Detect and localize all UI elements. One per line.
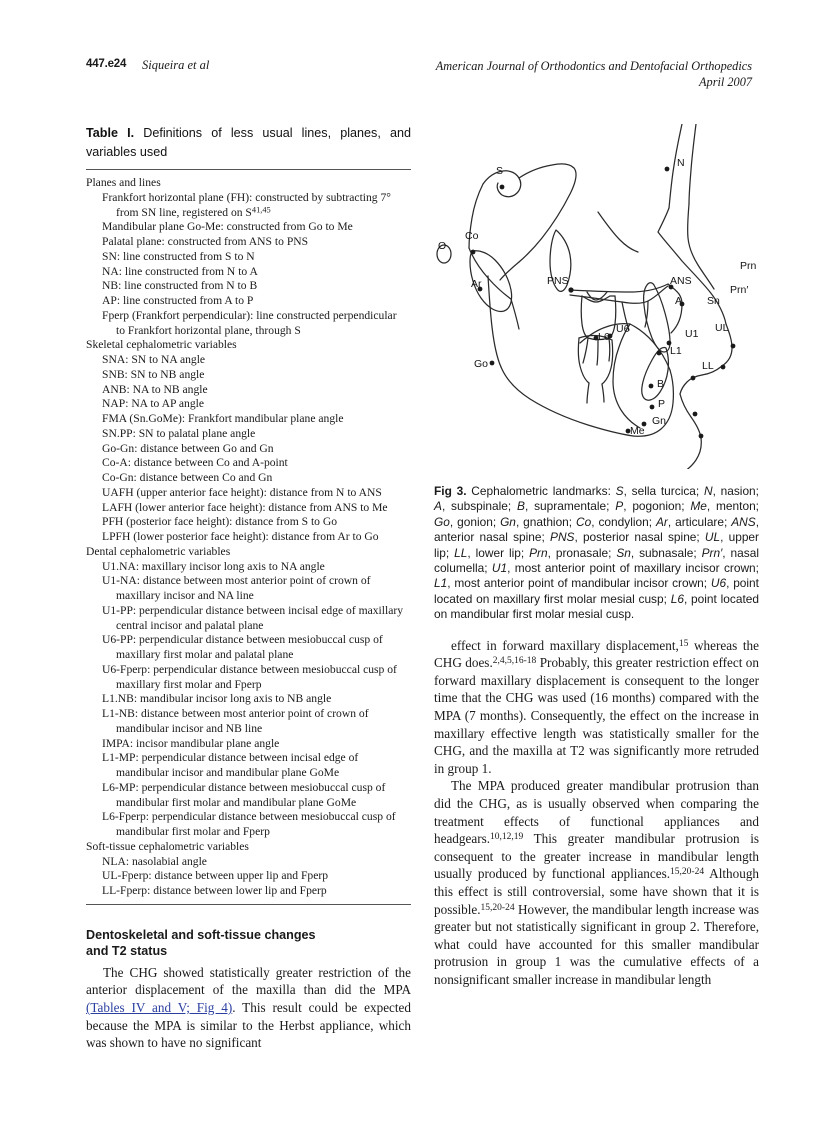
landmark-name: , nasion; (712, 484, 759, 498)
landmark-name: , pronasale; (547, 545, 617, 560)
diagram-label-Prn2: Prn′ (730, 284, 749, 296)
table-definition-continuation: mandibular incisor and mandibular plane GoMe (116, 766, 340, 779)
table-definition-row: L6-Fperp: perpendicular distance between mesiobuccal cusp of mandibular first molar and Fperp (102, 810, 411, 840)
landmark-abbr: ANS (731, 514, 756, 529)
table-definition-row: U1.NA: maxillary incisor long axis to NA angle (102, 559, 325, 573)
table-definition-row: Mandibular plane Go-Me: constructed from Go to Me (102, 220, 353, 234)
landmark-abbr: N (703, 484, 713, 498)
table-caption (86, 124, 411, 162)
table-definition-continuation: central incisor and palatal plane (116, 618, 264, 632)
table-group-items (86, 855, 411, 899)
diagram-label-B: B (657, 378, 665, 390)
table-group-heading: Planes and lines (86, 176, 161, 189)
section-heading-line2: and T2 status (86, 944, 168, 959)
page-folio: 447.e24 (86, 58, 127, 70)
table-definition-row: NB: line constructed from N to B (102, 279, 258, 293)
landmark-abbr: L1 (434, 576, 448, 591)
running-head-journal (436, 58, 752, 90)
table-definition-continuation: mandibular first molar and Fperp (116, 825, 270, 838)
landmark-abbr: U6 (710, 576, 727, 591)
rp1-c: Probably, this greater restriction effect on forward maxillary displacement is consequent to the longer time that the CHG was used (16 months) compared with the MPA (7 months). Consequently, the effect on the increase in maxillary effective length was statistically smaller for the CHG, and the maxilla at T2 was significantly more retruded in group 1. (434, 655, 759, 776)
landmark-name: , subnasale; (630, 545, 702, 560)
table-definition-row: AP: line constructed from A to P (102, 294, 254, 307)
table-definition-continuation: maxillary first molar and Fperp (116, 677, 262, 691)
table-definition-row: U6-PP: perpendicular distance between mesiobuccal cusp of maxillary first molar and palatal plane (102, 633, 411, 663)
landmark-abbr: Me (690, 499, 707, 514)
landmark-name: , posterior nasal spine; (574, 530, 705, 545)
right-paragraph-2 (434, 777, 759, 988)
table-group-items (86, 191, 411, 339)
landmark-abbr: Go (434, 514, 450, 529)
table-definition-continuation: to Frankfort horizontal plane, through S (116, 323, 301, 337)
reference-superscript: 15,20-24 (670, 867, 705, 878)
landmark-name: , anterior nasal spine; (434, 514, 760, 545)
landmark-point-Co (471, 250, 476, 255)
table-definition-row: L1-MP: perpendicular distance between incisal edge of mandibular incisor and mandibular plane GoMe (102, 751, 411, 781)
landmark-point-UL (693, 412, 698, 417)
reference-superscript: 15,20-24 (480, 902, 515, 913)
landmark-name: , condylion; (591, 514, 656, 529)
landmark-abbr: L6 (670, 591, 684, 606)
table-definition-row: U1-NA: distance between most anterior point of crown of maxillary incisor and NA line (102, 574, 411, 604)
diagram-label-Prn: Prn (740, 260, 757, 272)
journal-title: American Journal of Orthodontics and Dentofacial Orthopedics (435, 59, 752, 73)
table-definition-row: FMA (Sn.GoMe): Frankfort mandibular plane angle (102, 412, 344, 425)
landmark-abbr: Gn (500, 514, 516, 529)
diagram-label-N: N (677, 157, 685, 169)
landmark-name: , gnathion; (515, 514, 577, 529)
diagram-label-O: O (438, 240, 447, 252)
table-definition-row: NAP: NA to AP angle (102, 397, 204, 411)
table-definition-row: PFH (posterior face height): distance from S to Go (102, 515, 338, 529)
landmark-point-B (649, 384, 654, 389)
paragraph-post-text: . This result could be expected because the MPA is similar to the Herbst appliance, which was shown to have no significant (86, 999, 412, 1051)
table-definition-row: SN.PP: SN to palatal plane angle (102, 426, 256, 440)
landmark-abbr: PNS (550, 530, 575, 545)
landmark-name: , point located on mandibular first molar mesial cusp. (434, 591, 759, 622)
table-definition-row: LPFH (lower posterior face height): distance from Ar to Go (102, 530, 379, 543)
diagram-label-UL: UL (715, 322, 729, 334)
landmark-name: , most anterior point of mandibular incisor crown; (447, 576, 711, 591)
diagram-label-Co: Co (465, 230, 479, 242)
figure-3 (434, 124, 759, 474)
diagram-label-Sn: Sn (707, 295, 720, 307)
table-group-heading: Skeletal cephalometric variables (86, 338, 237, 352)
left-column (86, 124, 411, 1052)
rp1-a: effect in forward maxillary displacement, (451, 637, 679, 653)
landmark-point-LL (699, 434, 704, 439)
figure-caption (434, 484, 759, 623)
table-definition-continuation: mandibular incisor and NB line (116, 721, 263, 735)
landmark-point-Go (490, 361, 495, 366)
figure-label: Fig 3. (434, 484, 467, 498)
landmark-abbr: Co (576, 514, 592, 529)
running-head-authors: Siqueira et al (142, 58, 210, 72)
landmark-abbr: LL (454, 545, 468, 560)
landmark-abbr: Ar (655, 514, 668, 529)
rp2-b: This greater mandibular protrusion is consequent to the greater increase in mandibular length usually produced by functional appliances. (434, 831, 759, 882)
figure-landmark-list (434, 484, 759, 621)
table-definition-row: SNA: SN to NA angle (102, 353, 206, 366)
diagram-label-Gn: Gn (652, 415, 667, 427)
table-definition-row: U6-Fperp: perpendicular distance between mesiobuccal cusp of maxillary first molar and Fperp (102, 663, 411, 693)
landmark-point-Sn (691, 376, 696, 381)
table-top-rule (86, 169, 411, 170)
landmark-point-Prn-prime (721, 365, 726, 370)
table-definition-row: SN: line constructed from S to N (102, 249, 255, 263)
right-column (434, 124, 759, 989)
landmark-abbr: Sn (616, 545, 631, 560)
landmark-point-S (500, 185, 505, 190)
table-definition-row: Go-Gn: distance between Go and Gn (102, 441, 274, 455)
landmark-abbr: A (434, 499, 442, 514)
cephalometric-tracing-diagram (430, 124, 760, 469)
table-definition-row: Co-A: distance between Co and A-point (102, 456, 288, 470)
diagram-label-S: S (496, 165, 504, 177)
landmark-name: , supramentale; (524, 499, 616, 514)
diagram-label-Me: Me (630, 425, 645, 437)
table-caption-text: Definitions of less usual lines, planes, and variables used (86, 126, 411, 159)
cross-reference-link[interactable]: (Tables IV and V; Fig 4) (86, 999, 233, 1015)
diagram-label-P: P (658, 398, 666, 410)
reference-superscript: 2,4,5,16-18 (492, 656, 537, 667)
diagram-label-L6: L6 (598, 331, 610, 343)
table-body (86, 176, 411, 899)
landmark-abbr: Prn (529, 545, 548, 560)
rp1-b: whereas the CHG does. (434, 637, 759, 671)
landmark-point-L1 (657, 351, 662, 356)
landmark-name: , sella turcica; (623, 484, 704, 498)
paragraph-pre-text: The CHG showed statistically greater restriction of the anterior displacement of the maxilla than did the MPA (86, 964, 411, 998)
table-label: Table I. (86, 126, 135, 140)
diagram-label-Ar: Ar (471, 278, 482, 290)
diagram-label-LL: LL (702, 360, 714, 372)
landmark-name: , lower lip; (467, 545, 530, 560)
landmark-point-N (665, 167, 670, 172)
table-definition-row: IMPA: incisor mandibular plane angle (102, 736, 280, 750)
running-head (86, 58, 752, 102)
table-definition-row: SNB: SN to NB angle (102, 367, 205, 381)
rp2-d: However, the mandibular length increase was greater but not statistically significant in group 2. Therefore, what could have accounted for this smaller mandibular protrusion in group 1 was the cumulative effects of a nonsignificant smaller increase in mandibular length (434, 901, 759, 987)
table-definition-continuation: mandibular first molar and mandibular plane GoMe (116, 795, 357, 809)
diagram-label-PNS: PNS (547, 275, 569, 287)
right-paragraph-1 (434, 637, 759, 778)
table-definition-row: UL-Fperp: distance between upper lip and Fperp (102, 869, 329, 883)
table-definition-row: NLA: nasolabial angle (102, 854, 207, 868)
landmark-name: , subspinale; (441, 499, 518, 514)
landmark-name: , gonion; (449, 514, 501, 529)
landmark-name: , nasal columella; (434, 545, 759, 576)
landmark-point-P (650, 405, 655, 410)
diagram-label-U6: U6 (616, 323, 630, 335)
landmark-abbr: UL (704, 530, 721, 545)
diagram-label-layer (438, 157, 757, 437)
reference-superscript: 15 (678, 638, 689, 649)
table-definition-row: Fperp (Frankfort perpendicular): line constructed perpendicular to Frankfort horizontal plane, through S (102, 309, 411, 339)
table-definition-row: U1-PP: perpendicular distance between incisal edge of maxillary central incisor and palatal plane (102, 604, 411, 634)
figure-caption-lead: Cephalometric landmarks: (466, 484, 616, 498)
table-definition-continuation: from SN line, registered on S$^{41,45}$ (116, 205, 271, 219)
landmark-abbr: U1 (491, 561, 508, 576)
table-definition-row: L1-NB: distance between most anterior point of crown of mandibular incisor and NB line (102, 707, 411, 737)
landmark-name: , point located on maxillary first molar mesial cusp; (434, 576, 759, 606)
table-definition-row: L1.NB: mandibular incisor long axis to NB angle (102, 692, 332, 706)
landmark-name: , most anterior point of maxillary incisor crown; (507, 561, 759, 576)
reference-superscript: 10,12,19 (490, 832, 524, 843)
diagram-label-A: A (675, 295, 683, 307)
table-group-items (86, 560, 411, 840)
table-definition-row: Frankfort horizontal plane (FH): constructed by subtracting 7° from SN line, registered on S$^{41,45}$ (102, 191, 411, 221)
table-group-heading: Soft-tissue cephalometric variables (86, 839, 249, 853)
table-group-items (86, 353, 411, 545)
landmark-abbr: P (615, 499, 624, 514)
landmark-name: , upper lip; (434, 530, 760, 560)
diagram-label-L1: L1 (670, 345, 682, 357)
diagram-label-Go: Go (474, 358, 489, 370)
landmark-name: , menton; (706, 499, 759, 514)
landmark-name: , pogonion; (623, 499, 691, 514)
section-heading (86, 927, 411, 960)
table-definition-continuation: maxillary incisor and NA line (116, 589, 254, 602)
section-heading-line1: Dentoskeletal and soft-tissue changes (86, 927, 316, 942)
rp2-a: The MPA produced greater mandibular protrusion than did the CHG, as is usually observed when comparing the treatment effects of functional appliances and headgears. (434, 778, 759, 847)
table-definition-row: LL-Fperp: distance between lower lip and Fperp (102, 884, 327, 897)
table-definition-row: LAFH (lower anterior face height): distance from ANS to Me (102, 500, 388, 514)
landmark-name: , articulare; (667, 514, 732, 529)
table-group-heading: Dental cephalometric variables (86, 544, 231, 558)
table-definition-row: UAFH (upper anterior face height): distance from N to ANS (102, 485, 382, 499)
table-definition-continuation: maxillary first molar and palatal plane (116, 648, 294, 661)
landmark-point-Prn (731, 344, 736, 349)
table-definition-row: NA: line constructed from N to A (102, 264, 258, 278)
left-body-paragraph (86, 964, 411, 1052)
landmark-abbr: B (517, 499, 525, 514)
table-definition-row: Co-Gn: distance between Co and Gn (102, 471, 273, 484)
landmark-abbr: S (615, 484, 624, 498)
table-definition-row: Palatal plane: constructed from ANS to PNS (102, 235, 309, 248)
diagram-label-ANS: ANS (670, 275, 692, 287)
table-definition-row: ANB: NA to NB angle (102, 382, 208, 396)
landmark-point-PNS (568, 287, 573, 292)
journal-issue-date: April 2007 (699, 75, 752, 89)
table-definition-row: L6-MP: perpendicular distance between mesiobuccal cusp of mandibular first molar and mandibular plane GoMe (102, 781, 411, 811)
diagram-label-U1: U1 (685, 328, 699, 340)
rp2-c: Although this effect is still controversial, some have shown that it is possible. (434, 866, 760, 917)
landmark-abbr: Prn′ (701, 545, 723, 560)
